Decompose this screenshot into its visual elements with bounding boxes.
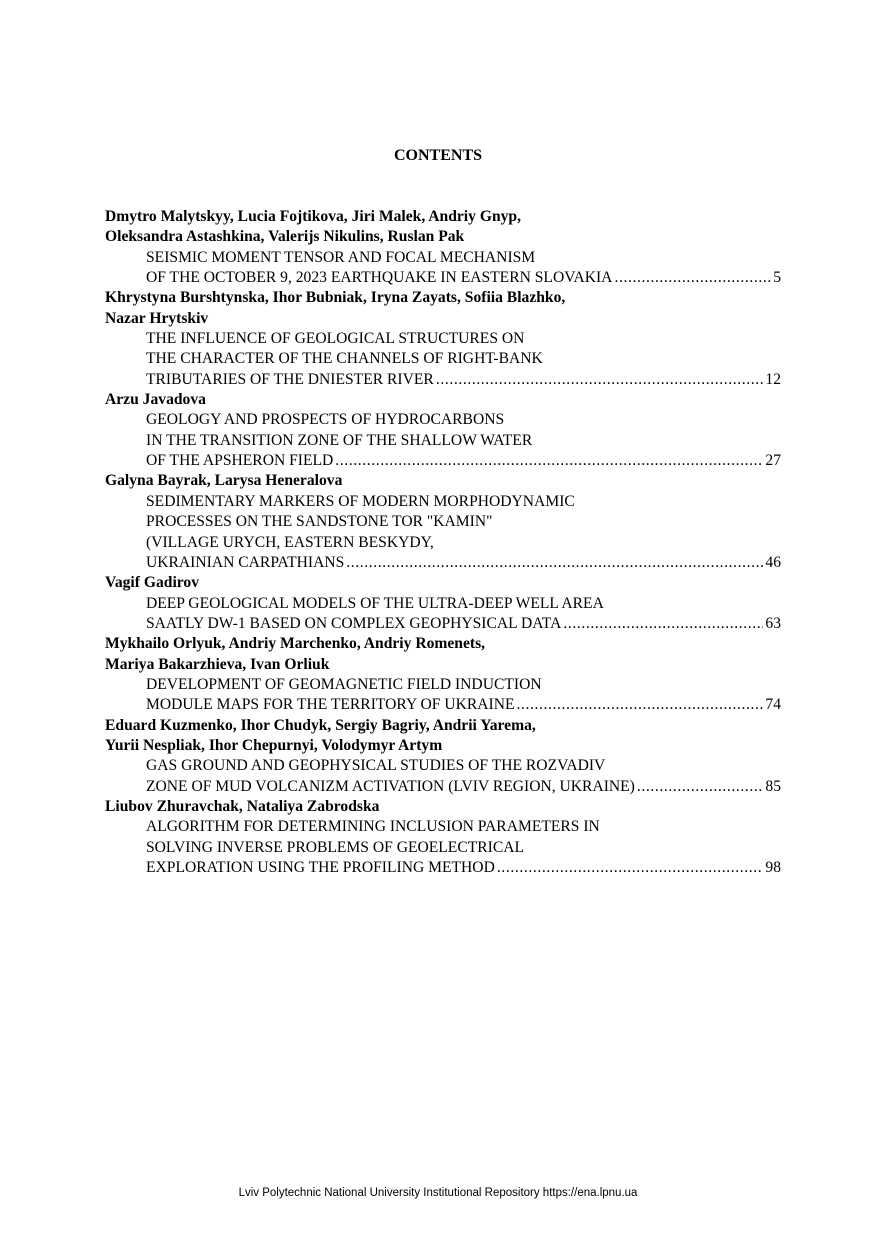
- toc-entry-authors: Eduard Kuzmenko, Ihor Chudyk, Sergiy Bagriy, Andrii Yarema,: [105, 716, 536, 734]
- dot-leader: [335, 451, 763, 471]
- dot-leader: [346, 553, 763, 573]
- toc-entry-title-text: UKRAINIAN CARPATHIANS: [146, 553, 345, 571]
- toc-entry-page-number: 85: [765, 777, 781, 795]
- toc-entry-title-line: DEVELOPMENT OF GEOMAGNETIC FIELD INDUCTION: [146, 675, 542, 693]
- toc-entry-authors: Liubov Zhuravchak, Nataliya Zabrodska: [105, 797, 380, 815]
- dot-leader: [563, 614, 763, 634]
- toc-entry: [105, 716, 781, 797]
- toc-entry-authors: Mariya Bakarzhieva, Ivan Orliuk: [105, 655, 330, 673]
- toc-entry-page-number: 5: [773, 269, 781, 287]
- toc-entry-title-final-line: [105, 858, 781, 878]
- toc-entry: [105, 471, 781, 573]
- toc-entry-title-final-line: [105, 553, 781, 573]
- toc-entry-page-number: 27: [765, 452, 781, 470]
- toc-entry-title-line: PROCESSES ON THE SANDSTONE TOR "KAMIN": [146, 513, 493, 531]
- toc-entry-title-line: SEISMIC MOMENT TENSOR AND FOCAL MECHANISM: [146, 248, 536, 266]
- dot-leader: [436, 370, 764, 390]
- toc-entry-page-number: 46: [765, 553, 781, 571]
- toc-entry: [105, 573, 781, 634]
- toc-entry-authors: Oleksandra Astashkina, Valerijs Nikulins, Ruslan Pak: [105, 228, 465, 246]
- toc-entry-title-final-line: [105, 777, 781, 797]
- toc-entry-title-text: OF THE OCTOBER 9, 2023 EARTHQUAKE IN EASTERN SLOVAKIA: [146, 269, 613, 287]
- dot-leader: [637, 777, 764, 797]
- toc-entry-authors: Vagif Gadirov: [105, 574, 200, 592]
- toc-entry-authors: Nazar Hrytskiv: [105, 309, 209, 327]
- toc-entry-authors: Galyna Bayrak, Larysa Heneralova: [105, 472, 343, 490]
- toc-entry: [105, 634, 781, 715]
- toc-entry-title-line: SEDIMENTARY MARKERS OF MODERN MORPHODYNAMIC: [146, 492, 575, 510]
- toc-entry-title-line: ALGORITHM FOR DETERMINING INCLUSION PARAMETERS IN: [146, 818, 600, 836]
- toc-entry-title-line: GEOLOGY AND PROSPECTS OF HYDROCARBONS: [146, 411, 505, 429]
- dot-leader: [614, 268, 771, 288]
- toc-entry-title-final-line: [105, 614, 781, 634]
- toc-entry-title-text: SAATLY DW-1 BASED ON COMPLEX GEOPHYSICAL DATA: [146, 614, 562, 632]
- toc-entry-authors: Yurii Nespliak, Ihor Chepurnyi, Volodymyr Artym: [105, 736, 443, 754]
- toc-entry-authors: Khrystyna Burshtynska, Ihor Bubniak, Iryna Zayats, Sofiia Blazhko,: [105, 289, 566, 307]
- toc-entry-title-text: TRIBUTARIES OF THE DNIESTER RIVER: [146, 370, 434, 388]
- toc-entry-title-final-line: [105, 451, 781, 471]
- toc-entry-title-line: GAS GROUND AND GEOPHYSICAL STUDIES OF THE ROZVADIV: [146, 757, 606, 775]
- toc-entry-title-line: THE INFLUENCE OF GEOLOGICAL STRUCTURES ON: [146, 330, 525, 348]
- toc-entry-page-number: 12: [765, 370, 781, 388]
- dot-leader: [497, 858, 764, 878]
- toc-entry: [105, 797, 781, 878]
- toc-entry: [105, 207, 781, 288]
- toc-entry-title-final-line: [105, 695, 781, 715]
- toc-entry-title-text: ZONE OF MUD VOLCANIZM ACTIVATION (LVIV REGION, UKRAINE): [146, 777, 635, 795]
- toc-entry-title-final-line: [105, 370, 781, 390]
- toc-entry-page-number: 63: [765, 614, 781, 632]
- toc-entry-page-number: 74: [765, 696, 781, 714]
- toc-entry-title-line: DEEP GEOLOGICAL MODELS OF THE ULTRA-DEEP WELL AREA: [146, 594, 604, 612]
- toc-entry-title-line: (VILLAGE URYCH, EASTERN BESKYDY,: [146, 533, 434, 551]
- toc-entry-authors: Dmytro Malytskyy, Lucia Fojtikova, Jiri Malek, Andriy Gnyp,: [105, 208, 521, 225]
- toc-entry: [105, 390, 781, 471]
- toc-entry-page-number: 98: [765, 859, 781, 876]
- toc-entry-authors: Arzu Javadova: [105, 391, 206, 409]
- page-title: CONTENTS: [393, 147, 483, 164]
- dot-leader: [517, 695, 764, 715]
- table-of-contents: [105, 207, 781, 878]
- toc-entry-authors: Mykhailo Orlyuk, Andriy Marchenko, Andriy Romenets,: [105, 635, 486, 653]
- toc-entry-title-line: SOLVING INVERSE PROBLEMS OF GEOELECTRICAL: [146, 838, 525, 856]
- repository-footer: Lviv Polytechnic National University Institutional Repository https://ena.lpnu.ua: [238, 1187, 638, 1199]
- toc-entry-title-line: THE CHARACTER OF THE CHANNELS OF RIGHT-BANK: [146, 350, 543, 368]
- toc-entry-title-line: IN THE TRANSITION ZONE OF THE SHALLOW WATER: [146, 431, 533, 449]
- toc-entry-title-final-line: [105, 268, 781, 288]
- toc-entry-title-text: MODULE MAPS FOR THE TERRITORY OF UKRAINE: [146, 696, 515, 714]
- toc-entry-title-text: EXPLORATION USING THE PROFILING METHOD: [146, 859, 495, 876]
- toc-entry: [105, 288, 781, 390]
- toc-entry-title-text: OF THE APSHERON FIELD: [146, 452, 334, 470]
